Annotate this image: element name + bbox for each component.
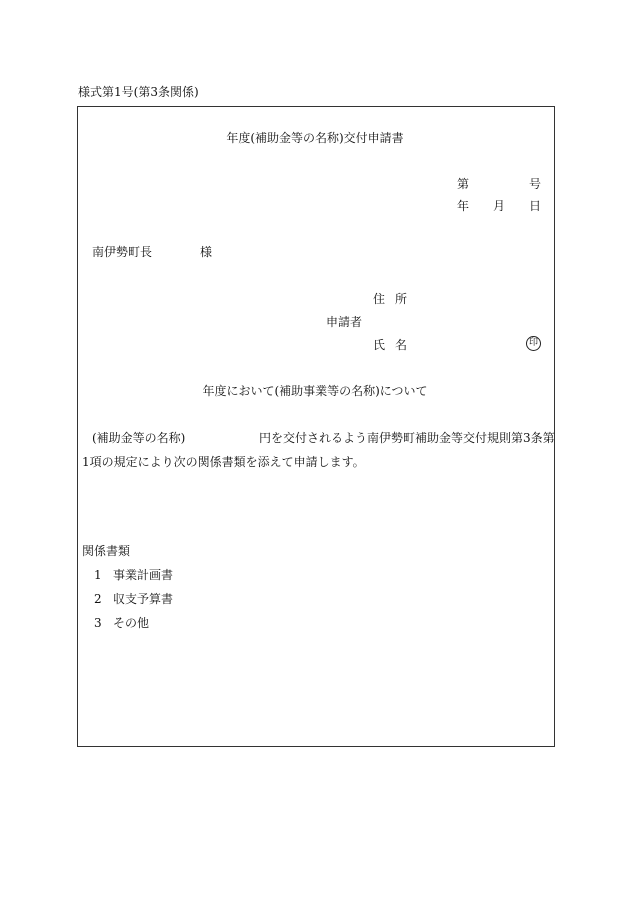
body-line2: 1項の規定により次の関係書類を添えて申請します。 — [82, 455, 365, 469]
date-day: 日 — [529, 199, 542, 213]
name-label: 氏名 — [373, 338, 418, 352]
document-title: 年度(補助金等の名称)交付申請書 — [226, 131, 404, 145]
body-subsidy-name: (補助金等の名称) — [92, 431, 186, 445]
form-number: 様式第1号(第3条関係) — [78, 85, 199, 99]
documents-heading: 関係書類 — [82, 544, 131, 558]
number-prefix: 第 — [457, 177, 470, 191]
document-item-number: 1 — [94, 568, 102, 582]
recipient-honorific: 様 — [200, 245, 213, 259]
number-suffix: 号 — [529, 177, 542, 191]
applicant-label: 申請者 — [326, 315, 363, 329]
recipient-name: 南伊勢町長 — [92, 245, 153, 259]
subject-line: 年度において(補助事業等の名称)について — [202, 384, 428, 398]
document-item-text: その他 — [113, 616, 150, 630]
seal-icon: 印 — [526, 336, 541, 351]
form-frame — [77, 106, 555, 747]
document-item-number: 3 — [94, 616, 102, 630]
address-label: 住所 — [373, 292, 418, 306]
document-item-number: 2 — [94, 592, 102, 606]
date-year: 年 — [457, 199, 470, 213]
document-item-text: 事業計画書 — [113, 568, 174, 582]
document-item-text: 収支予算書 — [113, 592, 174, 606]
date-month: 月 — [493, 199, 506, 213]
body-line1: 円を交付されるよう南伊勢町補助金等交付規則第3条第 — [259, 431, 555, 445]
